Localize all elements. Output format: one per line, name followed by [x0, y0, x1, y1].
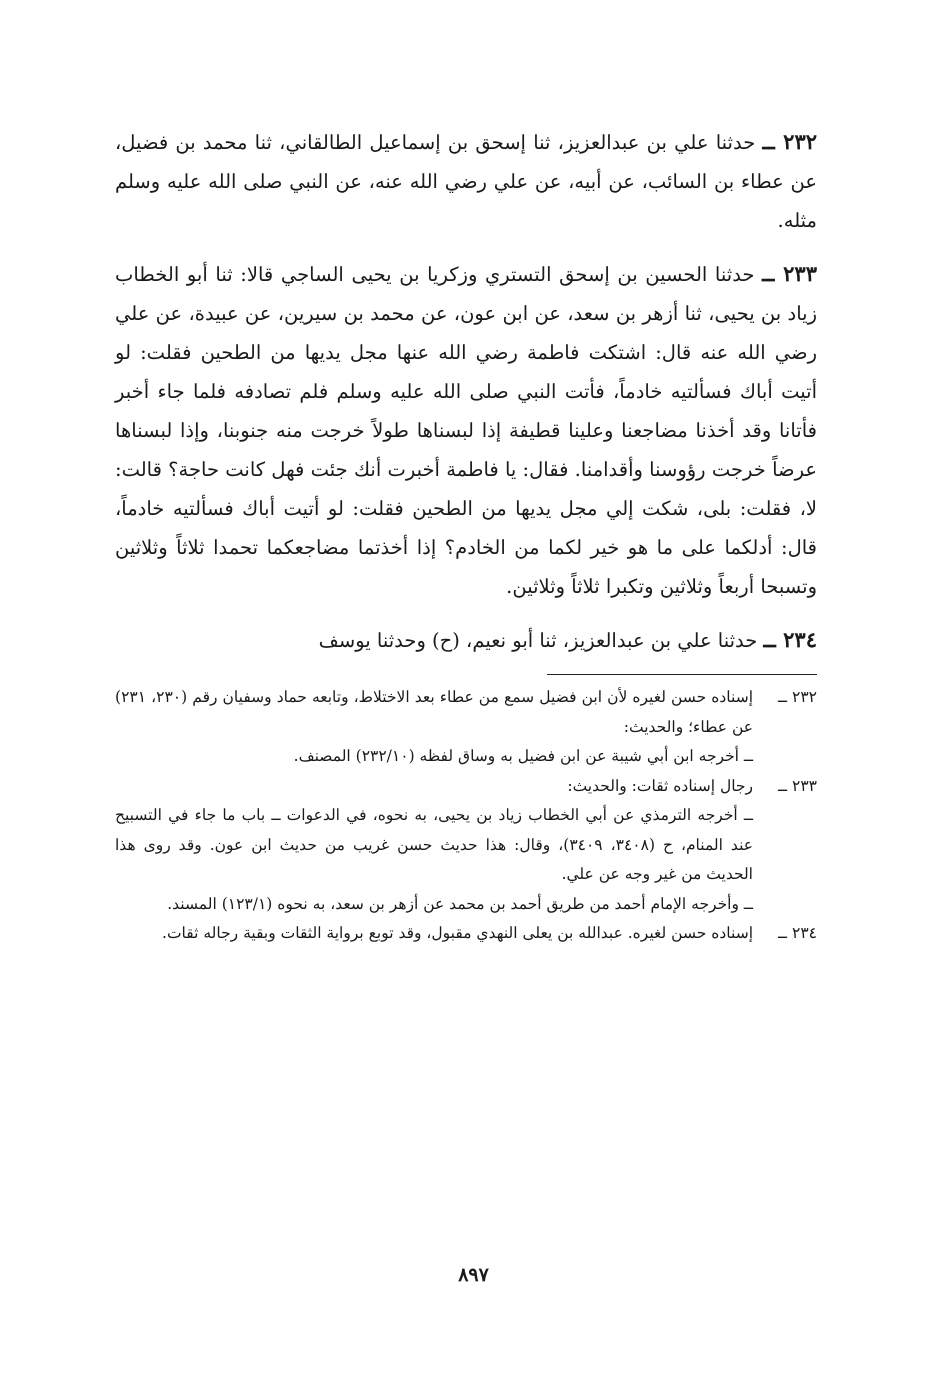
footnote-main — [115, 683, 817, 742]
hadith-paragraph-234 — [115, 620, 817, 660]
footnote-232 — [115, 683, 817, 772]
footnote-number: ٢٣٣ ــ — [778, 776, 817, 795]
hadith-text: حدثنا علي بن عبدالعزيز، ثنا أبو نعيم، (ح) وحدثنا يوسف — [318, 629, 758, 652]
footnote-number: ٢٣٤ ــ — [778, 924, 817, 942]
hadith-paragraph-233 — [115, 254, 817, 606]
main-text — [115, 122, 817, 660]
hadith-text: حدثنا علي بن عبدالعزيز، ثنا إسحق بن إسماعيل الطالقاني، ثنا محمد بن فضيل، عن عطاء بن السائب، عن أبيه، عن علي رضي الله عنه، عن النبي صلى الله عليه وسلم مثله. — [115, 131, 817, 232]
footnote-sub: ــ أخرجه ابن أبي شيبة عن ابن فضيل به وساق لفظه (٢٣٢/١٠) المصنف. — [293, 747, 753, 765]
footnote-line: إسناده حسن لغيره. عبدالله بن يعلى النهدي مقبول، وقد توبع برواية الثقات وبقية رجاله ثقات. — [162, 924, 753, 942]
footnotes — [115, 683, 817, 949]
footnote-234 — [115, 919, 817, 949]
hadith-number: ٢٣٢ ــ — [762, 129, 818, 154]
page-content — [115, 122, 817, 949]
page-number: ٨٩٧ — [458, 1264, 489, 1286]
footnote-line: إسناده حسن لغيره لأن ابن فضيل سمع من عطاء بعد الاختلاط، وتابعه حماد وسفيان رقم (٢٣٠، ٢٣١) عن عطاء؛ والحديث: — [115, 688, 754, 736]
hadith-paragraph-232 — [115, 122, 817, 240]
footnote-body — [115, 683, 753, 742]
footnote-233 — [115, 772, 817, 920]
footnote-body — [115, 919, 753, 949]
hadith-number: ٢٣٣ ــ — [762, 261, 817, 286]
footnote-line: رجال إسناده ثقات: والحديث: — [567, 776, 753, 795]
hadith-text: حدثنا الحسين بن إسحق التستري وزكريا بن يحيى الساجي قالا: ثنا أبو الخطاب زياد بن يحيى، ثنا أزهر بن سعد، عن ابن عون، عن محمد بن سيرين، عن عبيدة، عن علي رضي الله عنه قال: اشتكت فاطمة رضي الله عنها مجل يديها من الطحين فقلت: لو أتيت أباك فسألتيه خادماً، فأتت النبي صلى الله عليه وسلم فلم تصادفه فلما جاء أخبر فأتانا وقد أخذنا مضاجعنا وعلينا قطيفة إذا لبسناها طولاً خرجت منه جنوبنا، وإذا لبسناها عرضاً خرجت رؤوسنا وأقدامنا. فقال: يا فاطمة أخبرت أنك جئت فهل كانت حاجة؟ قالت: لا، فقلت: بلى، شكت إلي مجل يديها من الطحين فقلت: لو أتيت أباك فسألتيه خادماً، قال: أدلكما على ما هو خير لكما من الخادم؟ إذا أخذتما مضاجعكما تحمدا ثلاثاً وثلاثين وتسبحا أربعاً وثلاثين وتكبرا ثلاثاً وثلاثين. — [115, 263, 817, 598]
footnote-sub: ــ أخرجه الترمذي عن أبي الخطاب زياد بن يحيى، به نحوه، في الدعوات ــ باب ما جاء في التسبيح عند المنام، ح (٣٤٠٨، ٣٤٠٩)، وقال: هذا حديث حسن غريب من حديث ابن عون. وقد روى هذا الحديث من غير وجه عن علي. — [115, 806, 753, 883]
footnote-divider — [547, 674, 817, 675]
footnote-main — [115, 772, 817, 802]
hadith-number: ٢٣٤ ــ — [763, 627, 817, 652]
footnote-main — [115, 919, 817, 949]
footnote-number: ٢٣٢ ــ — [778, 688, 817, 706]
footnote-sub: ــ وأخرجه الإمام أحمد من طريق أحمد بن محمد عن أزهر بن سعد، به نحوه (١٢٣/١) المسند. — [167, 894, 753, 913]
footnote-body — [115, 772, 753, 802]
